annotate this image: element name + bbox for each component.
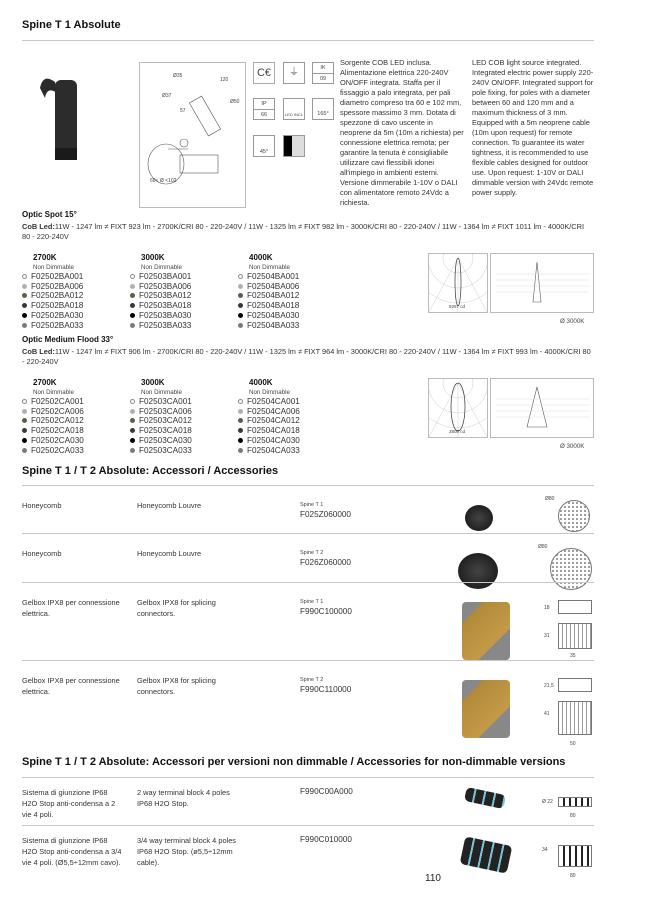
product-code: F02503BA001 xyxy=(139,272,192,281)
cob-led-specs xyxy=(22,222,592,242)
page-number: 110 xyxy=(425,873,441,884)
finish-color-dot xyxy=(22,428,27,433)
product-code-row xyxy=(238,311,299,321)
finish-color-dot xyxy=(130,303,135,308)
product-code-row xyxy=(130,446,192,456)
product-code: F02502BA001 xyxy=(31,272,84,281)
product-code: F02504BA012 xyxy=(247,291,300,301)
accessory-name-it: Honeycomb xyxy=(22,501,62,510)
dim-label: 120 xyxy=(220,77,229,83)
rotation-icon: 45° xyxy=(253,135,275,157)
color-temp-heading: 4000K xyxy=(249,253,273,262)
dimming-label: Non Dimmable xyxy=(141,264,182,271)
accessory-name-en: 3/4 way terminal block 4 poles IP68 H2O Stop. (ø5,5÷12mm cable). xyxy=(137,836,237,867)
divider xyxy=(22,533,594,534)
finish-color-dot xyxy=(238,418,243,423)
divider xyxy=(22,777,594,778)
dim-label: Ø 22 xyxy=(542,799,553,805)
product-code: F02502BA012 xyxy=(31,291,84,301)
finish-color-dot xyxy=(130,293,135,298)
accessory-image xyxy=(462,680,510,738)
finish-color-dot xyxy=(22,284,27,289)
product-code: F02504CA030 xyxy=(247,435,300,445)
product-code: F02503CA033 xyxy=(139,445,192,455)
finish-color-dot xyxy=(238,399,243,404)
finish-color-dot xyxy=(22,274,27,279)
technical-drawing xyxy=(139,62,246,208)
finish-color-dot xyxy=(22,399,27,404)
optic-title: Optic Spot 15° xyxy=(22,210,77,219)
color-temp-heading: 4000K xyxy=(249,378,273,387)
finish-color-dot xyxy=(130,448,135,453)
gelbox-top-drawing xyxy=(558,678,592,692)
description-en: LED COB light source integrated. Integrated electric power supply 220-240V ON/OFF. Integrated support for pole fixing, for poles with a diameter between 60 and 120 mm and a maximum thickness of 3 mm. Equipped with a 5m neoprene cable (10m upon request) for remote connection. To guarantee its water tightness, it is recommended to use flexible cables designed for outdoor use. Upon request: 1-10V or DALI dimmable version with 24Vdc remote power supply. xyxy=(472,58,594,197)
model-label: Spine T 1 xyxy=(300,502,324,508)
finish-color-dot xyxy=(22,313,27,318)
finish-color-dot xyxy=(22,323,27,328)
product-code: F02503CA006 xyxy=(139,406,192,416)
dim-label: 35 xyxy=(570,653,576,659)
louvre-drawing xyxy=(550,548,592,590)
accessory-image xyxy=(462,602,510,660)
dim-label: 57 xyxy=(180,108,186,114)
class-icon xyxy=(283,135,305,157)
finish-color-dot xyxy=(238,409,243,414)
terminal-block-drawing xyxy=(558,845,592,867)
finish-color-dot xyxy=(130,284,135,289)
polar-diagram xyxy=(428,378,488,438)
led-included-icon: LED INCL xyxy=(283,98,305,120)
product-code: F02502BA018 xyxy=(31,301,84,311)
product-code-row xyxy=(130,397,192,407)
finish-color-dot xyxy=(22,448,27,453)
divider xyxy=(22,825,594,826)
product-code: F02502BA006 xyxy=(31,281,84,291)
finish-color-dot xyxy=(22,293,27,298)
product-code-row xyxy=(238,397,300,407)
dim-label: Ø80 xyxy=(538,544,548,550)
product-code: F02504CA012 xyxy=(247,416,300,426)
product-image xyxy=(35,68,90,168)
product-code-row xyxy=(22,291,83,301)
product-code-row xyxy=(238,321,299,331)
finish-color-dot xyxy=(238,274,243,279)
product-code-row xyxy=(130,272,191,282)
product-code: F02504BA018 xyxy=(247,301,300,311)
accessory-name-en: Honeycomb Louvre xyxy=(137,549,202,558)
section-title-nondimmable: Spine T 1 / T 2 Absolute: Accessori per versioni non dimmable / Accessories for non-dimmable versions xyxy=(22,756,566,768)
terminal-block-image xyxy=(460,836,513,873)
dimming-label: Non Dimmable xyxy=(141,389,182,396)
finish-color-dot xyxy=(238,428,243,433)
terminal-block-image xyxy=(464,787,506,809)
finish-color-dot xyxy=(130,274,135,279)
product-code: F02502CA030 xyxy=(31,435,84,445)
cob-text: 11W - 1247 lm ≠ FIXT 923 lm - 2700K/CRI 80 - 220-240V / 11W - 1325 lm ≠ FIXT 982 lm - 3000K/CRI 80 - 220-240V / 11W - 1364 lm ≠ FIXT 1011 lm - 4000K/CRI 80 - 220-240V xyxy=(22,222,585,241)
illuminance-cone-diagram xyxy=(490,253,594,313)
color-temp-heading: 3000K xyxy=(141,253,165,262)
product-code: F02503BA012 xyxy=(139,291,192,301)
product-code-row xyxy=(130,321,191,331)
finish-color-dot xyxy=(22,438,27,443)
finish-color-dot xyxy=(238,293,243,298)
ip-rating-icon xyxy=(253,98,275,120)
product-code-row xyxy=(22,416,84,426)
finish-color-dot xyxy=(238,438,243,443)
accessory-name-en: Honeycomb Louvre xyxy=(137,501,202,510)
product-code-row xyxy=(130,436,192,446)
finish-color-dot xyxy=(238,303,243,308)
finish-color-dot xyxy=(130,323,135,328)
accessory-name-en: Gelbox IPX8 for splicing connectors. xyxy=(137,598,216,618)
product-code-row xyxy=(130,407,192,417)
product-code-row xyxy=(130,282,191,292)
product-code-row xyxy=(22,282,83,292)
product-code: F02504BA006 xyxy=(247,281,300,291)
accessory-code: F026Z060000 xyxy=(300,558,351,567)
product-code-row xyxy=(22,407,84,417)
product-code-row xyxy=(238,301,299,311)
cob-text: 11W - 1247 lm ≠ FIXT 906 lm - 2700K/CRI 80 - 220-240V / 11W - 1325 lm ≠ FIXT 964 lm - 3000K/CRI 80 - 220-240V / 11W - 1364 lm ≠ FIXT 993 lm - 4000K/CRI 80 - 220-240V xyxy=(22,347,591,366)
product-code: F02503BA033 xyxy=(139,320,192,330)
finish-color-dot xyxy=(238,284,243,289)
accessory-code: F990C100000 xyxy=(300,607,352,616)
product-code-row xyxy=(238,446,300,456)
optic-title: Optic Medium Flood 33° xyxy=(22,335,114,344)
finish-color-dot xyxy=(130,313,135,318)
divider xyxy=(22,660,594,661)
product-code-row xyxy=(238,416,300,426)
product-code: F02503BA018 xyxy=(139,301,192,311)
accessory-name-en: Gelbox IPX8 for splicing connectors. xyxy=(137,676,216,696)
accessory-image xyxy=(465,505,493,531)
ik-value: 09 xyxy=(319,76,327,82)
accessory-code: F990C00A000 xyxy=(300,787,353,796)
dim-label: Ø35 xyxy=(173,73,183,79)
accessory-name-it: Gelbox IPX8 per connessione elettrica. xyxy=(22,676,120,696)
color-temp-heading: 3000K xyxy=(141,378,165,387)
product-code: F02503CA018 xyxy=(139,426,192,436)
product-code: F02503BA006 xyxy=(139,281,192,291)
ik-rating-icon xyxy=(312,62,334,84)
gelbox-front-drawing xyxy=(558,623,592,649)
divider xyxy=(22,40,594,41)
product-code-row xyxy=(22,301,83,311)
dim-label: 60< Ø <102 xyxy=(150,178,177,184)
product-code-row xyxy=(22,436,84,446)
accessory-code: F990C110000 xyxy=(300,685,352,694)
model-label: Spine T 2 xyxy=(300,677,324,683)
gelbox-top-drawing xyxy=(558,600,592,614)
ip-value: 66 xyxy=(260,112,268,118)
divider xyxy=(22,485,594,486)
accessory-code: F025Z060000 xyxy=(300,510,351,519)
product-code-row xyxy=(238,282,299,292)
finish-color-dot xyxy=(22,303,27,308)
gelbox-front-drawing xyxy=(558,701,592,735)
dimming-label: Non Dimmable xyxy=(33,264,74,271)
ik-label: IK xyxy=(313,63,333,74)
dim-label: 34 xyxy=(542,847,548,853)
product-code: F02502CA018 xyxy=(31,426,84,436)
product-code: F02504CA006 xyxy=(247,406,300,416)
product-code: F02502CA001 xyxy=(31,397,84,406)
product-code-row xyxy=(238,272,299,282)
product-code-row xyxy=(22,311,83,321)
divider xyxy=(22,582,594,583)
tilt-angle-icon: 165° xyxy=(312,98,334,120)
dimming-label: Non Dimmable xyxy=(249,389,290,396)
product-code: F02503CA012 xyxy=(139,416,192,426)
cob-label: CoB Led: xyxy=(22,347,55,356)
dim-label: 80 xyxy=(570,873,576,879)
product-code: F02504CA033 xyxy=(247,445,300,455)
finish-color-dot xyxy=(130,428,135,433)
color-temp-heading: 2700K xyxy=(33,378,57,387)
dimming-label: Non Dimmable xyxy=(249,264,290,271)
product-code: F02504CA001 xyxy=(247,397,300,406)
product-code-row xyxy=(22,426,84,436)
diagram-caption: Ø 3000K xyxy=(560,443,585,450)
ip-label: IP xyxy=(254,99,274,110)
louvre-drawing xyxy=(558,500,590,532)
product-code-row xyxy=(238,407,300,417)
dim-label: 50 xyxy=(570,741,576,747)
product-code: F02503CA001 xyxy=(139,397,192,406)
product-code-row xyxy=(130,301,191,311)
accessory-name-it: Honeycomb xyxy=(22,549,62,558)
product-code: F02504BA030 xyxy=(247,310,300,320)
finish-color-dot xyxy=(130,418,135,423)
product-code-row xyxy=(238,436,300,446)
ce-mark-icon: C€ xyxy=(253,62,275,84)
product-code-row xyxy=(130,416,192,426)
product-code-row xyxy=(238,426,300,436)
finish-color-dot xyxy=(238,313,243,318)
product-code-row xyxy=(130,426,192,436)
model-label: Spine T 2 xyxy=(300,550,324,556)
product-code: F02502CA012 xyxy=(31,416,84,426)
cob-label: CoB Led: xyxy=(22,222,55,231)
product-code-row xyxy=(22,272,83,282)
product-code-row xyxy=(238,291,299,301)
dim-label: 21,5 xyxy=(544,683,554,689)
page-title: Spine T 1 Absolute xyxy=(22,19,121,31)
dim-label: 18 xyxy=(544,605,550,611)
accessory-name-en: 2 way terminal block 4 poles IP68 H2O Stop. xyxy=(137,788,230,808)
peak-intensity: 3808 cd xyxy=(449,429,466,434)
diagram-caption: Ø 3000K xyxy=(560,318,585,325)
accessory-code: F990C010000 xyxy=(300,835,352,844)
accessory-name-it: Gelbox IPX8 per connessione elettrica. xyxy=(22,598,120,618)
finish-color-dot xyxy=(22,418,27,423)
accessory-name-it: Sistema di giunzione IP68 H2O Stop anti-condensa a 2 vie 4 poli. xyxy=(22,788,116,819)
finish-color-dot xyxy=(238,323,243,328)
dim-label: Ø80 xyxy=(545,496,555,502)
finish-color-dot xyxy=(130,399,135,404)
finish-color-dot xyxy=(238,448,243,453)
finish-color-dot xyxy=(130,438,135,443)
product-code-row xyxy=(22,397,84,407)
polar-diagram xyxy=(428,253,488,313)
peak-intensity: 9267 cd xyxy=(449,304,466,309)
product-code: F02502BA030 xyxy=(31,310,84,320)
terminal-block-drawing xyxy=(558,797,592,807)
dim-label: 80 xyxy=(570,813,576,819)
finish-color-dot xyxy=(22,409,27,414)
product-code: F02504BA001 xyxy=(247,272,300,281)
model-label: Spine T 1 xyxy=(300,599,324,605)
product-code-row xyxy=(130,291,191,301)
product-code: F02503CA030 xyxy=(139,435,192,445)
illuminance-cone-diagram xyxy=(490,378,594,438)
accessory-name-it: Sistema di giunzione IP68 H2O Stop anti-condensa a 3/4 vie 4 poli. (Ø5,5÷12mm cavo). xyxy=(22,836,122,867)
dim-label: 41 xyxy=(544,711,550,717)
dim-label: Ø37 xyxy=(162,93,172,99)
product-code-row xyxy=(22,446,84,456)
dim-label: 31 xyxy=(544,633,550,639)
dim-label: Ø50 xyxy=(230,99,240,105)
product-code: F02502CA033 xyxy=(31,445,84,455)
dimming-label: Non Dimmable xyxy=(33,389,74,396)
accessory-image xyxy=(458,553,498,589)
product-code: F02504CA018 xyxy=(247,426,300,436)
cob-led-specs xyxy=(22,347,592,367)
ground-icon: ⏚ xyxy=(283,62,305,84)
product-code-row xyxy=(130,311,191,321)
product-code: F02502CA006 xyxy=(31,406,84,416)
description-it: Sorgente COB LED inclusa. Alimentazione elettrica 220-240V ON/OFF integrata. Staffa per il fissaggio a palo integrata, per pali diametro compreso tra 60 e 102 mm, spessore massimo 3 mm. Dotata di spezzone di cavo uscente in neoprene da 5m (10m a richiesta) per connessione elettrica remota; per garantire la tenuta è consigliabile utilizzare cavi flessibili idonei all'impiego in ambienti esterni. Versione dimmerabile 1-10V o DALI con alimentatore remoto 24Vdc a richiesta. xyxy=(340,58,464,207)
product-code: F02502BA033 xyxy=(31,320,84,330)
color-temp-heading: 2700K xyxy=(33,253,57,262)
finish-color-dot xyxy=(130,409,135,414)
section-title-accessories: Spine T 1 / T 2 Absolute: Accessori / Accessories xyxy=(22,465,279,477)
product-code: F02504BA033 xyxy=(247,320,300,330)
product-code: F02503BA030 xyxy=(139,310,192,320)
product-code-row xyxy=(22,321,83,331)
